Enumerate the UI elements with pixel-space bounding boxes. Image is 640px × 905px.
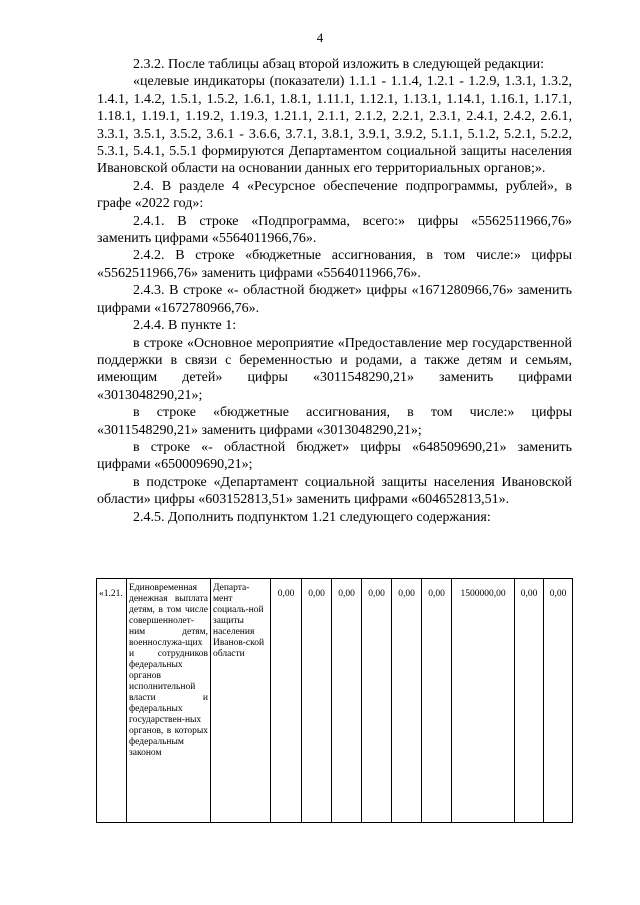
row-id-cell: «1.21. xyxy=(97,579,127,823)
paragraph-2-4-1: 2.4.1. В строке «Подпрограмма, всего:» цифры «5562511966,76» заменить цифрами «5564011966,76». xyxy=(97,213,572,247)
paragraph-2-4: 2.4. В разделе 4 «Ресурсное обеспечение подпрограммы, рублей», в графе «2022 год»: xyxy=(97,178,572,212)
value-cell: 0,00 xyxy=(302,579,332,823)
value-cell-2022: 1500000,00 xyxy=(452,579,515,823)
paragraph-main-event: в строке «Основное мероприятие «Предоставление мер государственной поддержки в связи с беременностью и родами, а также детям и семьям, имеющим детей» цифры «3011548290,21» заменить цифрами «3013048290,21»; xyxy=(97,335,572,403)
paragraph-indicators: «целевые индикаторы (показатели) 1.1.1 - 1.1.4, 1.2.1 - 1.2.9, 1.3.1, 1.3.2, 1.4.1, 1.4.2, 1.5.1, 1.5.2, 1.6.1, 1.8.1, 1.11.1, 1.12.1, 1.13.1, 1.14.1, 1.16.1, 1.17.1, 1.18.1, 1.19.1, 1.19.2, 1.19.3, 1.21.1, 2.1.1, 2.1.2, 2.2.1, 2.3.1, 2.4.1, 2.4.2, 2.6.1, 3.3.1, 3.5.1, 3.5.2, 3.6.1 - 3.6.6, 3.7.1, 3.8.1, 3.9.1, 3.9.2, 5.1.1, 5.1.2, 5.2.1, 5.2.2, 5.3.1, 5.4.1, 5.5.1 формируются Департаментом социальной защиты населения Ивановской области на основании данных его территориальных органов;». xyxy=(97,74,572,177)
paragraph-2-4-5: 2.4.5. Дополнить подпунктом 1.21 следующего содержания: xyxy=(133,509,491,525)
paragraph-2-3-2: 2.3.2. После таблицы абзац второй изложить в следующей редакции: xyxy=(133,57,545,72)
value-cell: 0,00 xyxy=(332,579,362,823)
paragraph-2-4-2: 2.4.2. В строке «бюджетные ассигнования, в том числе:» цифры «5562511966,76» заменить цифрами «5564011966,76». xyxy=(97,248,572,281)
value-cell: 0,00 xyxy=(422,579,452,823)
value-cell: 0,00 xyxy=(544,579,573,823)
paragraph-regional-budget: в строке «- областной бюджет» цифры «648509690,21» заменить цифрами «650009690,21»; xyxy=(97,439,572,473)
row-name-cell: Единовременная денежная выплата детям, в том числе совершеннолет-ним детям, военнослужа-щих и сотрудников федеральных органов исполнительной власти и федеральных государствен-ных органов, в которых федеральным законом xyxy=(127,579,211,823)
value-cell: 0,00 xyxy=(392,579,422,823)
value-cell: 0,00 xyxy=(515,579,544,823)
paragraph-budget-allocations: в строке «бюджетные ассигнования, в том числе:» цифры «3011548290,21» заменить цифрами «3013048290,21»; xyxy=(97,405,572,438)
row-executor-cell: Департа-мент социаль-ной защиты населения Иванов-ской области xyxy=(211,579,271,823)
paragraph-department: в подстроке «Департамент социальной защиты населения Ивановской области» цифры «603152813,51» заменить цифрами «604652813,51». xyxy=(97,474,572,508)
page-number: 4 xyxy=(316,30,324,45)
value-cell: 0,00 xyxy=(362,579,392,823)
value-cell: 0,00 xyxy=(271,579,302,823)
paragraph-2-4-3: 2.4.3. В строке «- областной бюджет» цифры «1671280966,76» заменить цифрами «1672780966,76». xyxy=(97,283,572,316)
document-body xyxy=(97,56,572,526)
table-row xyxy=(97,579,573,823)
paragraph-2-4-4: 2.4.4. В пункте 1: xyxy=(133,318,237,334)
subitem-table xyxy=(96,578,573,823)
